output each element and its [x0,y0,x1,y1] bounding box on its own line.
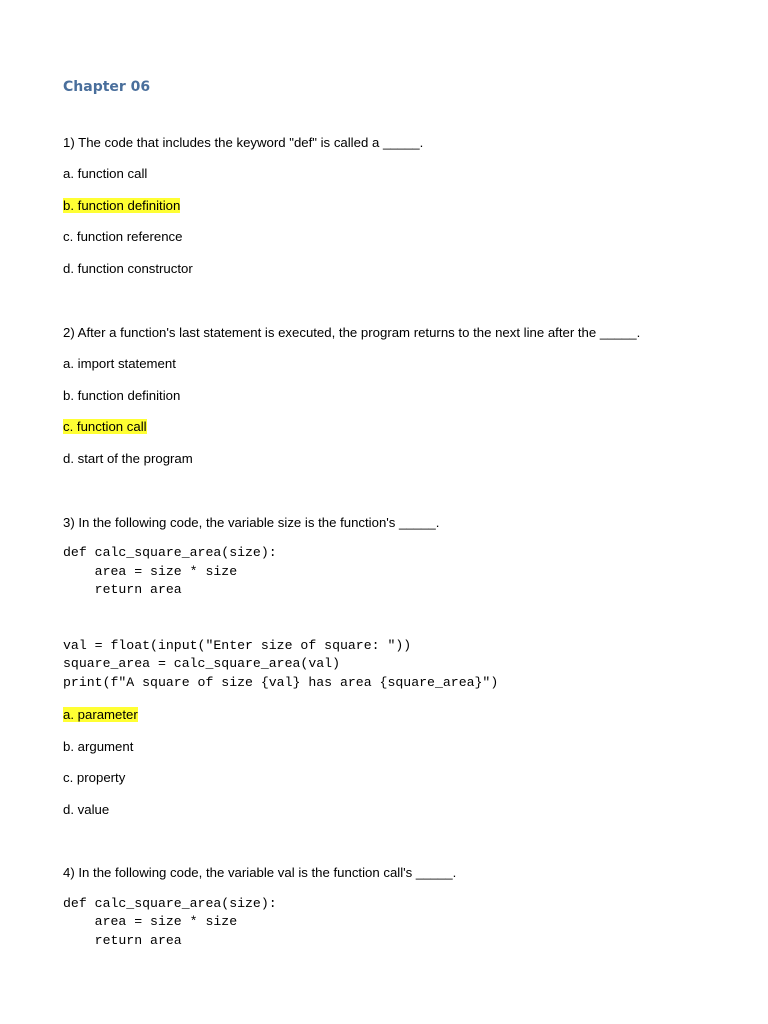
code-line: return area [63,582,182,597]
code-line: area = size * size [63,564,238,579]
question-4-prompt: 4) In the following code, the variable val is the function call's _____. [63,865,457,880]
question-1-option-c: c. function reference [63,229,183,244]
question-3-option-c: c. property [63,770,126,785]
question-3-option-a [63,707,138,723]
question-2-option-a: a. import statement [63,356,176,371]
question-1-option-d: d. function constructor [63,261,193,276]
question-3-prompt: 3) In the following code, the variable size is the function's _____. [63,515,440,530]
question-3-option-d: d. value [63,802,110,817]
code-line: val = float(input("Enter size of square: ")) [63,638,412,653]
question-1-option-b [63,198,180,214]
question-2-option-b: b. function definition [63,388,181,403]
code-line: def calc_square_area(size): [63,545,277,560]
question-1-prompt: 1) The code that includes the keyword "def" is called a _____. [63,135,424,150]
code-line: return area [63,933,182,948]
answer-highlight: a. parameter [63,707,138,722]
answer-highlight: c. function call [63,419,147,434]
question-2-option-d: d. start of the program [63,451,193,466]
chapter-title: Chapter 06 [63,79,151,95]
code-line: print(f"A square of size {val} has area {square_area}") [63,675,499,690]
question-2-option-c [63,419,147,435]
question-2-prompt: 2) After a function's last statement is executed, the program returns to the next line after the _____. [63,325,641,340]
question-1-option-a: a. function call [63,166,148,181]
code-line: square_area = calc_square_area(val) [63,656,340,671]
question-3-option-b: b. argument [63,739,134,754]
answer-highlight: b. function definition [63,198,181,213]
code-line: def calc_square_area(size): [63,896,277,911]
code-line: area = size * size [63,914,238,929]
